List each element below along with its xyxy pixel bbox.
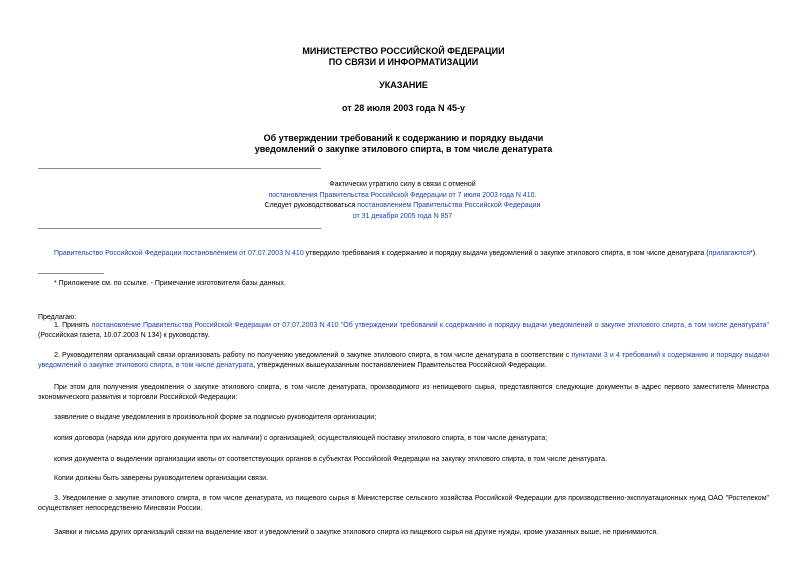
status-line-3: Следует руководствоваться постановлением Правительства Российской Федерации <box>264 202 541 209</box>
status-note <box>200 180 605 222</box>
divider-top <box>38 168 321 169</box>
title-line-1: Об утверждении требований к содержанию и порядку выдачи <box>263 133 544 143</box>
doc-date: от 28 июля 2003 года N 45-у <box>342 103 465 113</box>
list-item-contract: копия договора (наряда или другого документа при их наличии) с организацией, осуществляющей поставку этилового спирта, в том числе денатурата; <box>54 435 548 442</box>
intro-paragraph: Правительство Российской Федерации постановлением от 07.07.2003 N 410 утвердило требования к содержанию и порядку выдачи уведомлений о закупке этилового спирта, в том числе денатурата (прилагаются*). <box>54 250 757 257</box>
status-link-410[interactable]: постановления Правительства Российской Федерации от 7 июля 2003 года N 410 <box>268 191 535 199</box>
ministry-line-1: МИНИСТЕРСТВО РОССИЙСКОЙ ФЕДЕРАЦИИ <box>302 46 505 56</box>
item-1: 1. Принять постановление Правительства Российской Федерации от 07.07.2003 N 410 "Об утверждении требований к содержанию и порядку выдачи уведомлений о закупке этилового спирта, в том числе денатурата" (Российская газета, 10.07.2003 N 134) к руководству. <box>38 322 769 339</box>
intro-link-government[interactable]: Правительство Российской Федерации <box>54 250 182 257</box>
status-line-1: Фактически утратило силу в связи с отменой <box>329 181 476 188</box>
doc-type: УКАЗАНИЕ <box>379 80 428 90</box>
item-3: 3. Уведомление о закупке этилового спирта, в том числе денатурата, из пищевого сырья в Министерстве сельского хозяйства Российской Федерации для производственно-эксплуатационных нужд ОАО "Ростелеком" осуществляет непосредственно Минсвязи России. <box>38 495 769 512</box>
intro-link-attached[interactable]: прилагаются <box>708 250 750 257</box>
item-1-link[interactable]: постановление Правительства Российской Федерации от 07.07.2003 N 410 "Об утверждении требований к содержанию и порядку выдачи уведомлений о закупке этилового спирта, в том числе денатурата" <box>91 322 769 329</box>
status-link-857-date[interactable]: от 31 декабря 2005 года N 857 <box>352 212 453 220</box>
last-paragraph: Заявки и письма других организаций связи на выделение квот и уведомлений о закупке этилового спирта из пищевого сырья на другие нужды, кроме указанных выше, не принимаются. <box>54 529 659 536</box>
proposal-label: Предлагаю: <box>38 314 77 321</box>
copies-note: Копии должны быть заверены руководителем организации связи. <box>54 475 269 482</box>
item-2-link[interactable]: пунктами 3 и 4 требований к содержанию и порядку выдачи уведомлений о закупке этилового спирта, в том числе денатурата <box>38 352 769 369</box>
footnote-divider <box>38 273 104 274</box>
footnote: * Приложение см. по ссылке. - Примечание изготовителя базы данных. <box>54 280 286 287</box>
item-2: 2. Руководителям организаций связи организовать работу по получению уведомлений о закупке этилового спирта, в том числе денатурата в соответствии с пунктами 3 и 4 требований к содержанию и порядку выдачи уведомлений о закупке этилового спирта, в том числе денатурата, утвержденных вышеуказанным постановлением Правительства Российской Федерации. <box>38 352 769 369</box>
list-item-quota: копия документа о выделении организации квоты от соответствующих органов в субъектах Российской Федерации на закупку этилового спирта, в том числе денатурата. <box>54 456 608 463</box>
status-line-2: постановления Правительства Российской Федерации от 7 июля 2003 года N 410. <box>268 191 537 199</box>
intro-link-decree[interactable]: постановлением от 07.07.2003 N 410 <box>183 250 304 257</box>
title-line-2: уведомлений о закупке этилового спирта, в том числе денатурата <box>254 144 553 154</box>
list-item-application: заявление о выдаче уведомления в произвольной форме за подписью руководителя организации; <box>54 414 377 421</box>
divider-bottom <box>38 228 321 229</box>
status-link-857[interactable]: постановлением Правительства Российской Федерации <box>357 202 541 209</box>
ministry-line-2: ПО СВЯЗИ И ИНФОРМАТИЗАЦИИ <box>328 57 479 67</box>
documents-paragraph: При этом для получения уведомления о закупке этилового спирта, в том числе денатурата, производимого из непищевого сырья, представляются следующие документы в адрес первого заместителя Министра экономического развития и торговли Российской Федерации: <box>38 384 769 401</box>
